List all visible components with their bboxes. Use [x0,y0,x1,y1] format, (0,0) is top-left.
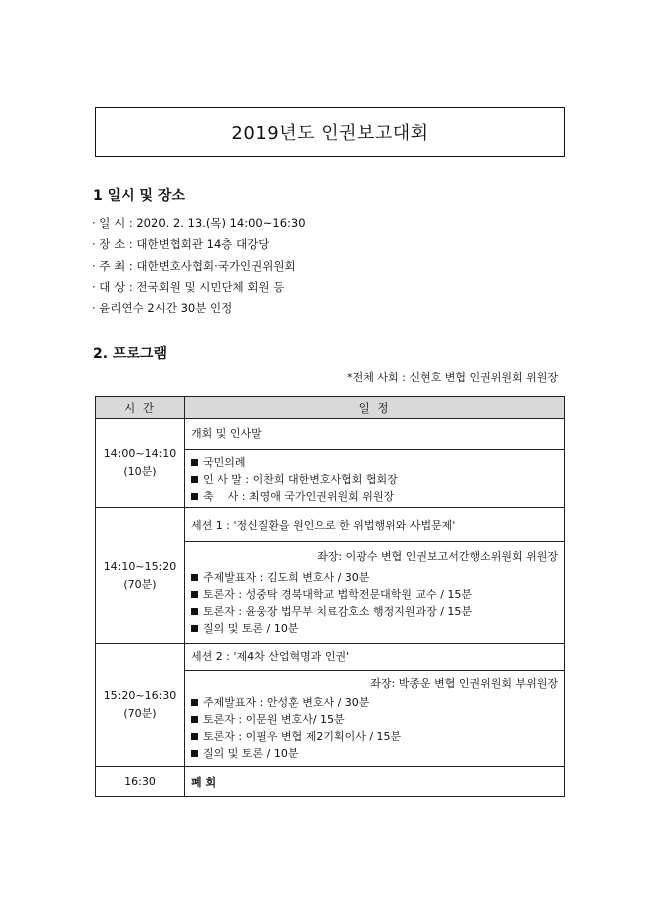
table-row [96,508,565,644]
document-title-box [95,107,565,157]
list-item: 인 사 말 : 이찬희 대한변호사협회 협회장 [203,473,398,486]
info-date: · 일 시 : 2020. 2. 13.(목) 14:00~16:30 [92,216,306,230]
list-item: 주제발표자 : 김도희 변호사 / 30분 [203,570,370,584]
program-table [95,396,565,797]
event-info-list [92,213,306,319]
bullet-square-icon [191,493,198,500]
header-schedule: 일 정 [185,397,565,419]
time-duration: (70분) [123,707,157,720]
bullet-square-icon [191,591,198,598]
time-cell [96,508,185,644]
table-header-row [96,397,565,419]
schedule-cell [185,419,565,508]
session-title-block [185,419,564,450]
bullet-square-icon [191,699,198,706]
list-item: 질의 및 토론 / 10분 [203,747,299,760]
list-item: 토론자 : 이문원 변호사/ 15분 [203,713,345,726]
info-audience: · 대 상 : 전국회원 및 시민단체 회원 등 [92,279,285,294]
bullet-square-icon [191,476,198,483]
info-venue: · 장 소 : 대한변협회관 14층 대강당 [92,237,270,252]
time-cell [96,419,185,508]
time-cell [96,767,185,797]
section2-heading: 2. 프로그램 [93,346,168,362]
bullet-square-icon [191,574,198,581]
list-item: 국민의례 [203,456,246,469]
document-title: 2019년도 인권보고대회 [231,123,429,144]
table-row [96,767,565,797]
bullet-square-icon [191,716,198,723]
schedule-cell [185,644,565,767]
time-duration: (10분) [123,465,157,478]
session-title-block [185,511,564,542]
header-time: 시 간 [96,397,185,419]
list-item: 토론자 : 성중탁 경북대학교 법학전문대학원 교수 / 15분 [203,587,473,601]
list-item: 축 사 : 최영애 국가인권위원회 위원장 [203,490,395,503]
time-duration: (70분) [123,577,157,591]
table-row [96,419,565,508]
bullet-square-icon [191,625,198,632]
table-row [96,644,565,767]
bullet-square-icon [191,733,198,740]
section1-heading: 1 일시 및 장소 [93,188,185,204]
info-organizer: · 주 최 : 대한변호사협회·국가인권위원회 [92,258,296,273]
bullet-square-icon [191,459,198,466]
session-title: 개회 및 인사말 [191,427,262,440]
time-range: 14:10~15:20 [103,559,177,573]
info-ethics-credit: · 윤리연수 2시간 30분 인정 [92,301,233,316]
time-cell [96,644,185,767]
time-range: 14:00~14:10 [103,447,177,460]
list-item: 토론자 : 윤웅장 법무부 치료감호소 행정지원과장 / 15분 [203,604,473,618]
session-title-block [185,644,564,671]
schedule-cell [185,767,565,797]
time-range: 16:30 [124,774,156,788]
closing-label: 폐 회 [191,775,217,789]
list-item: 토론자 : 이필우 변협 제2기획이사 / 15분 [203,730,402,743]
session-title: 세션 2 : '제4차 산업혁명과 인권' [191,650,350,663]
session-chair: 좌장: 박종운 변협 인권위원회 부위원장 [370,677,558,690]
bullet-square-icon [191,608,198,615]
list-item: 질의 및 토론 / 10분 [203,621,299,635]
time-range: 15:20~16:30 [103,689,177,702]
bullet-square-icon [191,750,198,757]
session-chair: 좌장: 이광수 변협 인권보고서간행소위원회 위원장 [317,549,558,563]
session-title: 세션 1 : '정신질환을 원인으로 한 위법행위와 사법문제' [191,518,456,532]
list-item: 주제발표자 : 안성훈 변호사 / 30분 [203,696,370,709]
schedule-cell [185,508,565,644]
overall-host: *전체 사회 : 신현호 변협 인권위원회 위원장 [347,371,558,384]
